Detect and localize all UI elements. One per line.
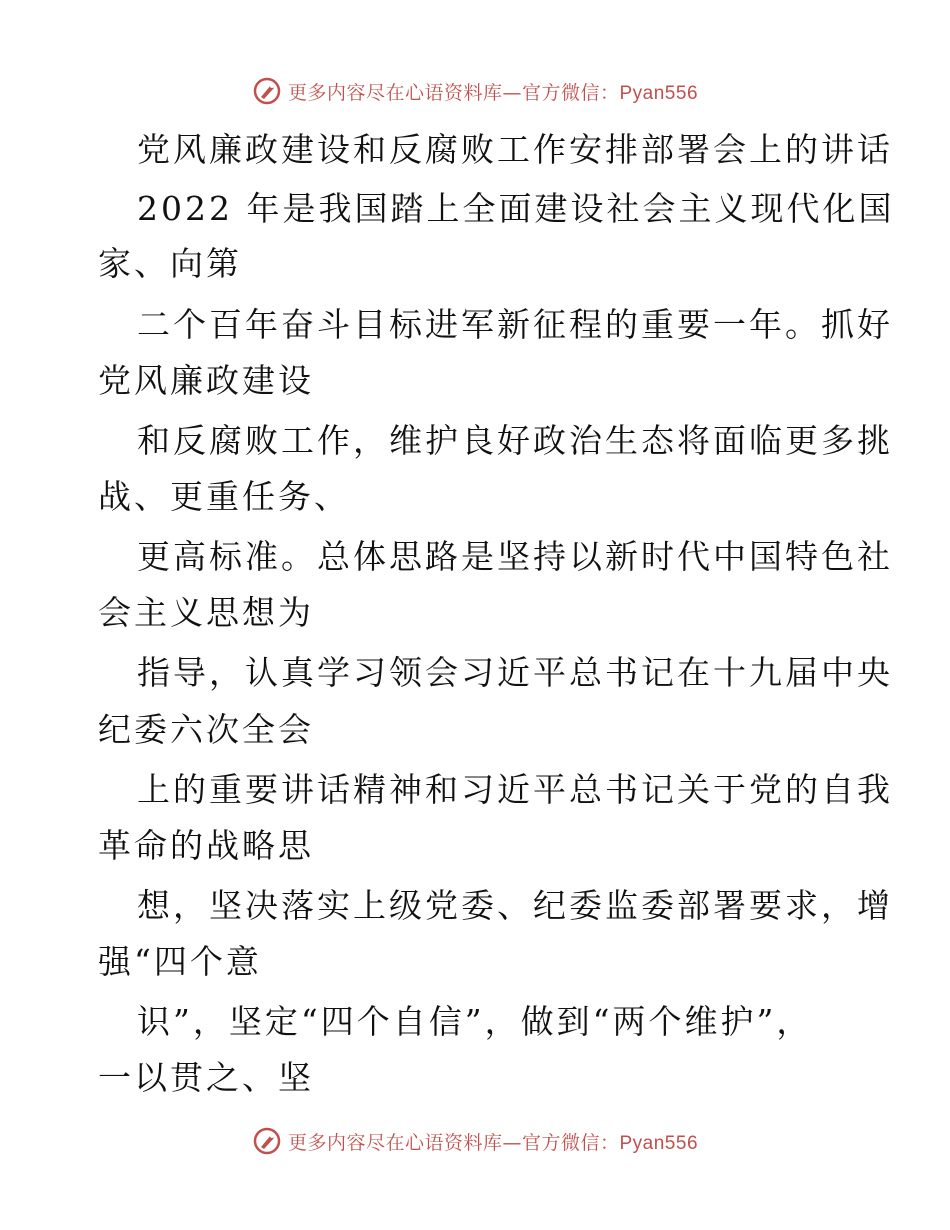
pen-nib-logo-icon [252, 76, 282, 106]
document-title: 党风廉政建设和反腐败工作安排部署会上的讲话 [137, 130, 893, 169]
pen-nib-logo-icon [252, 1126, 282, 1156]
paragraph-line: 更高标准。总体思路是坚持以新时代中国特色社 [137, 537, 893, 576]
paragraph-line: 会主义思想为 [98, 593, 314, 632]
paragraph-line: 党风廉政建设 [98, 361, 314, 400]
paragraph-line: 和反腐败工作，维护良好政治生态将面临更多挑 [137, 421, 893, 460]
paragraph-line: 想，坚决落实上级党委、纪委监委部署要求，增 [137, 886, 893, 925]
banner-text-cn: 更多内容尽在心语资料库—官方微信： [287, 1131, 620, 1154]
paragraph-line: 战、更重任务、 [98, 477, 350, 516]
banner-wechat-id: Pyan556 [619, 82, 699, 104]
banner-text [288, 78, 698, 105]
paragraph-line: 识”，坚定“四个自信”，做到“两个维护”， [137, 1002, 813, 1041]
paragraph-line: 2022 年是我国踏上全面建设社会主义现代化国 [137, 189, 895, 228]
paragraph-line: 革命的战略思 [98, 826, 314, 865]
banner-text-cn: 更多内容尽在心语资料库—官方微信： [287, 81, 620, 104]
paragraph-line: 上的重要讲话精神和习近平总书记关于党的自我 [137, 770, 893, 809]
paragraph-line: 纪委六次全会 [98, 710, 314, 749]
paragraph-line: 一以贯之、坚 [98, 1058, 314, 1097]
header-banner [0, 71, 950, 111]
banner-text [288, 1128, 698, 1155]
paragraph-line: 二个百年奋斗目标进军新征程的重要一年。抓好 [137, 305, 893, 344]
paragraph-line: 家、向第 [98, 244, 242, 283]
footer-banner [0, 1121, 950, 1161]
banner-wechat-id: Pyan556 [619, 1132, 699, 1154]
paragraph-line: 指导，认真学习领会习近平总书记在十九届中央 [137, 653, 893, 692]
paragraph-line: 强“四个意 [98, 942, 262, 981]
